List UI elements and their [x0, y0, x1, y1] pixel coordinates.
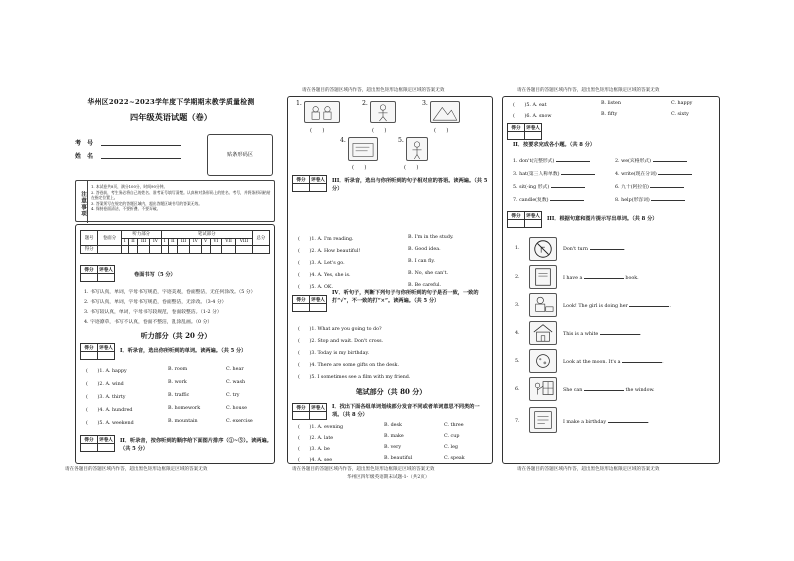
answer-blank[interactable]	[653, 161, 687, 162]
pic-number: 5.	[398, 137, 404, 144]
r3-number: 1.	[515, 246, 520, 251]
pic-number: 2.	[362, 100, 368, 107]
r2-item-b	[615, 196, 685, 203]
r3-sentence	[563, 388, 655, 393]
score-table-juanmian: 卷面分	[98, 231, 122, 246]
answer-blank[interactable]	[608, 422, 648, 423]
q3-option-b: B. No, she can't.	[408, 271, 449, 276]
q5-option-a[interactable]: ( )2. A. late	[298, 436, 334, 441]
q3-option-a[interactable]: ( )1. A. I'm reading.	[298, 237, 354, 242]
score-table-numeral: III	[178, 238, 190, 246]
scorebox-label: 得分	[508, 124, 525, 132]
scorebox-cell[interactable]	[98, 274, 115, 282]
picture-homework-icon	[348, 137, 378, 161]
score-table-writing: 笔试部分	[161, 231, 252, 239]
r3-pre: She can	[563, 388, 583, 393]
r3-pre: I have a	[563, 276, 583, 281]
note-item: 2. 答卷前，考生务必将自己的姓名、准考证号填写清楚。认真核对条形码上的姓名、考号，并将条形码粘贴在指定位置上。	[91, 189, 271, 201]
question-title: III．听录音，选出与你所听到的句子相对应的答语。读两遍。（共 5 分）	[332, 178, 488, 192]
r3-number: 4.	[515, 331, 520, 336]
q1-option-b: B. mountain	[168, 419, 198, 424]
r3-post: .	[669, 304, 671, 309]
picture-wash-icon	[406, 137, 428, 161]
r2-label: 6. 九十(阿拉伯)	[615, 185, 649, 190]
question-title: III．根据句意和图片提示写出单词。（共 8 分）	[547, 216, 658, 222]
answer-paren[interactable]: ( )	[372, 128, 387, 134]
note-item: 4. 保持卷面清洁，不要折叠、不要弄破。	[91, 206, 161, 212]
q4-item[interactable]: ( )4. There are some gifts on the desk.	[298, 363, 399, 368]
r3-number: 7.	[515, 419, 520, 424]
notes-label: 注意事项	[76, 181, 88, 223]
scorebox-label: 评卷人	[526, 213, 540, 219]
answer-blank[interactable]	[551, 187, 585, 188]
scorebox-neat	[80, 265, 115, 282]
r2-item-a	[513, 183, 585, 190]
scorebox-cell[interactable]	[81, 444, 98, 452]
q1-option-c: C. try	[226, 393, 240, 398]
scorebox-cell[interactable]	[525, 220, 542, 228]
q3-option-b: B. I'm in the study.	[408, 235, 454, 240]
q1-option-b: B. traffic	[168, 393, 190, 398]
score-table-numeral: V	[201, 238, 210, 246]
q3-option-a[interactable]: ( )5. A. OK.	[298, 285, 333, 290]
q5-option-a[interactable]: ( )3. A. be	[298, 447, 330, 452]
r3-sentence	[563, 332, 641, 337]
scorebox-q1	[80, 343, 115, 360]
notice-bottom-middle: 请在各题目的答题区域内作答，超出黑色矩形边框限定区域的答案无效	[292, 467, 435, 472]
r3-number: 6.	[515, 387, 520, 392]
scorebox-label: 评卷人	[99, 267, 113, 273]
question-title: II．按要求完成各小题。（共 8 分）	[513, 142, 596, 148]
scorebox-label: 评卷人	[311, 405, 325, 411]
r2-label: 4. write(现在分词)	[615, 172, 657, 177]
q5-option-c: C. leg	[444, 445, 458, 450]
q1-option-b: B. homework	[168, 406, 201, 411]
score-table-numeral: IV	[150, 238, 162, 246]
paper-title: 四年级英语试题（卷）	[130, 112, 212, 122]
answer-blank[interactable]	[651, 200, 685, 201]
scorebox-cell[interactable]	[98, 352, 115, 360]
q4-item[interactable]: ( )1. What are you going to do?	[298, 327, 382, 332]
scorebox-cell[interactable]	[81, 274, 98, 282]
scorebox-label: 评卷人	[526, 125, 540, 131]
score-cell[interactable]	[161, 246, 168, 254]
q3-option-b: B. Good idea.	[408, 247, 441, 252]
exam-sheet	[62, 88, 732, 480]
column-right	[502, 96, 720, 464]
scorebox-r2	[507, 123, 542, 140]
r3-sentence	[563, 360, 664, 365]
q3-option-a[interactable]: ( )4. A. Yes, she is.	[298, 273, 351, 278]
q5-option-c: C. speak	[444, 456, 465, 461]
r2-item-a	[513, 196, 584, 203]
picture-mountain-icon	[430, 101, 460, 123]
q3-option-a[interactable]: ( )3. A. Let's go.	[298, 261, 345, 266]
note-item: 1. 本试卷共8页，满分100分，时间90分钟。	[91, 184, 168, 189]
q1-option-a[interactable]: ( )3. A. thirty	[86, 395, 126, 400]
question-title: II．听录音，按你听到的顺序给下面图片排序（①~⑤）。读两遍。（共 5 分）	[120, 438, 272, 452]
q5-option-c: C. happy	[671, 101, 693, 106]
r3-pre: This is a white	[563, 332, 599, 337]
q5-option-b: B. make	[384, 434, 404, 439]
r3-post: the window.	[625, 388, 655, 393]
q1-option-b: B. work	[168, 380, 187, 385]
score-table-numeral: VII	[222, 238, 236, 246]
scorebox-label: 得分	[293, 296, 310, 304]
scorebox-cell[interactable]	[310, 412, 327, 420]
q5-option-b: B. listen	[601, 101, 621, 106]
r2-label: 7. candle(复数)	[513, 198, 549, 203]
name-label: 姓 名	[75, 153, 94, 160]
clean-window-icon	[529, 377, 557, 401]
score-table-numeral: I	[121, 238, 128, 246]
r2-item-b	[615, 157, 687, 164]
scorebox-q3	[292, 175, 327, 192]
q4-item[interactable]: ( )3. Today is my birthday.	[298, 351, 370, 356]
scorebox-r3	[507, 211, 542, 228]
score-table-numeral: I	[161, 238, 168, 246]
score-cell[interactable]	[150, 246, 162, 254]
r2-label: 8. help(形容词)	[615, 198, 650, 203]
score-table-total: 总分	[252, 231, 269, 246]
scorebox-label: 评卷人	[311, 177, 325, 183]
pic-number: 4.	[340, 137, 346, 144]
neat-item: 2. 书写认真，单词，字母书写规范，卷面整洁，无涂改。（3-4 分）	[84, 300, 227, 305]
r2-label: 2. we(宾格形式)	[615, 159, 651, 164]
score-table-numeral: III	[138, 238, 150, 246]
listening-section-title: 听力部分（共 20 分）	[140, 331, 212, 340]
r3-number: 5.	[515, 359, 520, 364]
q5-option-b: B. desk	[384, 423, 402, 428]
r2-item-b	[615, 170, 692, 177]
scorebox-cell[interactable]	[98, 444, 115, 452]
q5-option-a[interactable]: ( )5. A. eat	[513, 103, 547, 108]
pic-number: 3.	[422, 100, 428, 107]
question-title: IV．听句子，判断下列句子与你所听到的句子是否一致，一致的打“√”，不一致的打“×”。读两遍。（共 5 分）	[332, 290, 479, 304]
q3-option-b: B. I can fly.	[408, 259, 435, 264]
answer-blank[interactable]	[584, 390, 624, 391]
answer-blank[interactable]	[590, 249, 624, 250]
r3-post: .	[647, 420, 650, 425]
scorebox-cell[interactable]	[508, 220, 525, 228]
scorebox-label: 评卷人	[311, 297, 325, 303]
neat-item: 1. 书写认真，单词，字母书写规范，字迹美观，卷面整洁，无任何涂改。（5 分）	[84, 290, 256, 295]
notice-top-right: 请在各题目的答题区域内作答，超出黑色矩形边框限定区域的答案无效	[517, 88, 660, 93]
girl-homework-icon	[529, 293, 557, 317]
q5-option-a[interactable]: ( )6. A. snow	[513, 114, 552, 119]
q1-option-c: C. wash	[226, 380, 246, 385]
score-cell[interactable]	[168, 246, 177, 254]
scorebox-q5	[292, 403, 327, 420]
answer-paren[interactable]: ( )	[434, 128, 449, 134]
answer-blank[interactable]	[650, 187, 684, 188]
scorebox-label: 评卷人	[99, 345, 113, 351]
score-cell[interactable]	[138, 246, 150, 254]
score-table-listening: 听力部分	[121, 231, 161, 239]
scorebox-q4	[292, 295, 327, 312]
scorebox-q2	[80, 435, 115, 452]
q4-item[interactable]: ( )2. Stop and wait. Don't cross.	[298, 339, 384, 344]
scorebox-label: 得分	[81, 436, 98, 444]
score-cell[interactable]	[210, 246, 222, 254]
page-footer: 华州区四年级英语期末试题-1-（共2页）	[347, 475, 430, 480]
writing-section-title: 笔试部分（共 80 分）	[355, 387, 427, 396]
scorebox-cell[interactable]	[81, 352, 98, 360]
r3-pre: I make a birthday	[563, 420, 607, 425]
house-icon	[529, 321, 557, 345]
r3-number: 3.	[515, 303, 520, 308]
answer-blank[interactable]	[550, 200, 584, 201]
scorebox-cell[interactable]	[293, 184, 310, 192]
q1-option-b: B. room	[168, 367, 188, 372]
scorebox-label: 得分	[81, 266, 98, 274]
barcode-area: 贴条形码区	[207, 134, 273, 176]
q5-option-c: C. cup	[444, 434, 460, 439]
r2-label: 1. don't(完整形式)	[513, 159, 555, 164]
r3-pre: Don't turn	[563, 247, 588, 252]
moon-icon	[529, 349, 557, 373]
q1-option-a[interactable]: ( )1. A. happy	[86, 369, 127, 374]
r3-post: .	[623, 247, 626, 252]
r3-pre: Look at the moon. It's a	[563, 360, 621, 365]
q5-option-b: B. beautiful	[384, 456, 413, 461]
r2-label: 5. sit(-ing 形式)	[513, 185, 550, 190]
birthday-card-icon	[529, 407, 557, 433]
r2-item-a	[513, 170, 595, 177]
answer-blank[interactable]	[584, 278, 624, 279]
q5-option-c: C. sixty	[671, 112, 689, 117]
score-cell[interactable]	[252, 246, 269, 254]
q1-option-c: C. house	[226, 406, 247, 411]
picture-exercise-icon	[370, 101, 396, 123]
score-table-numeral: IV	[190, 238, 202, 246]
column-left	[67, 96, 275, 464]
scorebox-cell[interactable]	[310, 184, 327, 192]
r2-item-a	[513, 157, 590, 164]
score-cell[interactable]	[222, 246, 236, 254]
answer-blank[interactable]	[658, 174, 692, 175]
pic-number: 1.	[296, 100, 302, 107]
r2-item-b	[615, 183, 684, 190]
r3-post: .	[662, 360, 664, 365]
scorebox-cell[interactable]	[310, 304, 327, 312]
column-middle	[287, 96, 493, 464]
notice-top-middle: 请在各题目的答题区域内作答，超出黑色矩形边框限定区域的答案无效	[302, 88, 445, 93]
no-turn-sign-icon	[529, 237, 557, 261]
score-cell[interactable]	[201, 246, 210, 254]
q1-option-c: C. exercise	[226, 419, 253, 424]
answer-blank[interactable]	[561, 174, 595, 175]
answer-paren[interactable]: ( )	[404, 165, 419, 171]
score-cell[interactable]	[236, 246, 253, 254]
notice-bottom-right: 请在各题目的答题区域内作答，超出黑色矩形边框限定区域的答案无效	[517, 467, 660, 472]
q5-option-c: C. three	[444, 423, 464, 428]
school-title: 华州区2022~2023学年度下学期期末教学质量检测	[87, 98, 255, 106]
answer-blank[interactable]	[556, 161, 590, 162]
note-item: 3. 答案须写在规定的答题区域内，超出答题区域书写的答案无效。	[91, 200, 203, 206]
scorebox-cell[interactable]	[293, 304, 310, 312]
q1-option-a[interactable]: ( )5. A. weekend	[86, 421, 134, 426]
scorebox-label: 评卷人	[99, 437, 113, 443]
picture-reading-icon	[304, 101, 340, 123]
r3-sentence	[563, 420, 649, 425]
q4-item[interactable]: ( )5. I sometimes see a film with my friend.	[298, 375, 411, 380]
exam-number-label: 考 号	[75, 140, 94, 147]
name-field[interactable]	[101, 158, 181, 159]
scorebox-label: 得分	[293, 176, 310, 184]
q5-option-b: B. fifty	[601, 112, 618, 117]
r3-sentence	[563, 304, 671, 309]
q5-option-a[interactable]: ( )4. A. see	[298, 458, 333, 463]
neat-title: 卷面书写（5 分）	[134, 272, 176, 278]
answer-blank[interactable]	[600, 334, 640, 335]
q5-option-b: B. very	[384, 445, 402, 450]
question-title: I．听录音，选出你所听到的单词。读两遍。（共 5 分）	[120, 348, 247, 354]
q1-option-a[interactable]: ( )2. A. wind	[86, 382, 124, 387]
scorebox-label: 得分	[293, 404, 310, 412]
neat-item: 3. 书写较认真，单词，字母书写较规范，卷面较整洁。（1-2 分）	[84, 310, 222, 315]
score-table-numeral: VIII	[236, 238, 253, 246]
score-table	[80, 230, 270, 254]
score-cell[interactable]	[190, 246, 202, 254]
q1-option-a[interactable]: ( )4. A. hundred	[86, 408, 133, 413]
exam-number-field[interactable]	[101, 145, 181, 146]
q3-option-b: B. Be careful.	[408, 283, 442, 288]
question-title: I．找出下面各组单词划线部分发音不同或者单词意思不同类的一项。（共 8 分）	[332, 404, 480, 418]
r3-pre: Look! The girl is doing her	[563, 304, 628, 309]
notes-box	[75, 180, 275, 222]
main-box-left	[75, 224, 275, 464]
score-cell[interactable]	[178, 246, 190, 254]
r3-post: book.	[625, 276, 639, 281]
q1-option-c: C. hear	[226, 367, 244, 372]
score-table-numeral: II	[128, 238, 137, 246]
r3-number: 2.	[515, 275, 520, 280]
scorebox-cell[interactable]	[508, 132, 525, 140]
q3-option-a[interactable]: ( )2. A. How beautiful!	[298, 249, 361, 254]
scorebox-label: 得分	[508, 212, 525, 220]
answer-blank[interactable]	[629, 306, 669, 307]
answer-paren[interactable]: ( )	[310, 128, 325, 134]
scorebox-label: 得分	[81, 344, 98, 352]
storybook-icon	[529, 265, 557, 289]
r3-sentence	[563, 247, 625, 252]
notice-bottom-left: 请在各题目的答题区域内作答，超出黑色矩形边框限定区域的答案无效	[65, 467, 208, 472]
r3-sentence	[563, 276, 639, 281]
scorebox-cell[interactable]	[525, 132, 542, 140]
answer-paren[interactable]: ( )	[352, 165, 367, 171]
notes-list	[91, 184, 273, 212]
neat-item: 4. 字迹潦草，书写不认真，卷面不整洁，乱涂乱画。（0 分）	[84, 320, 213, 325]
q5-option-a[interactable]: ( )1. A. evening	[298, 425, 344, 430]
score-cell[interactable]	[128, 246, 137, 254]
answer-blank[interactable]	[622, 362, 662, 363]
score-table-numeral: II	[168, 238, 177, 246]
score-cell[interactable]	[98, 246, 122, 254]
score-cell[interactable]	[121, 246, 128, 254]
r3-post: .	[639, 332, 642, 337]
score-table-tihao: 题号	[81, 231, 98, 246]
score-table-defen: 得分	[81, 246, 98, 254]
scorebox-cell[interactable]	[293, 412, 310, 420]
score-table-numeral: VI	[210, 238, 222, 246]
r2-label: 3. hat(第三人称单数)	[513, 172, 560, 177]
